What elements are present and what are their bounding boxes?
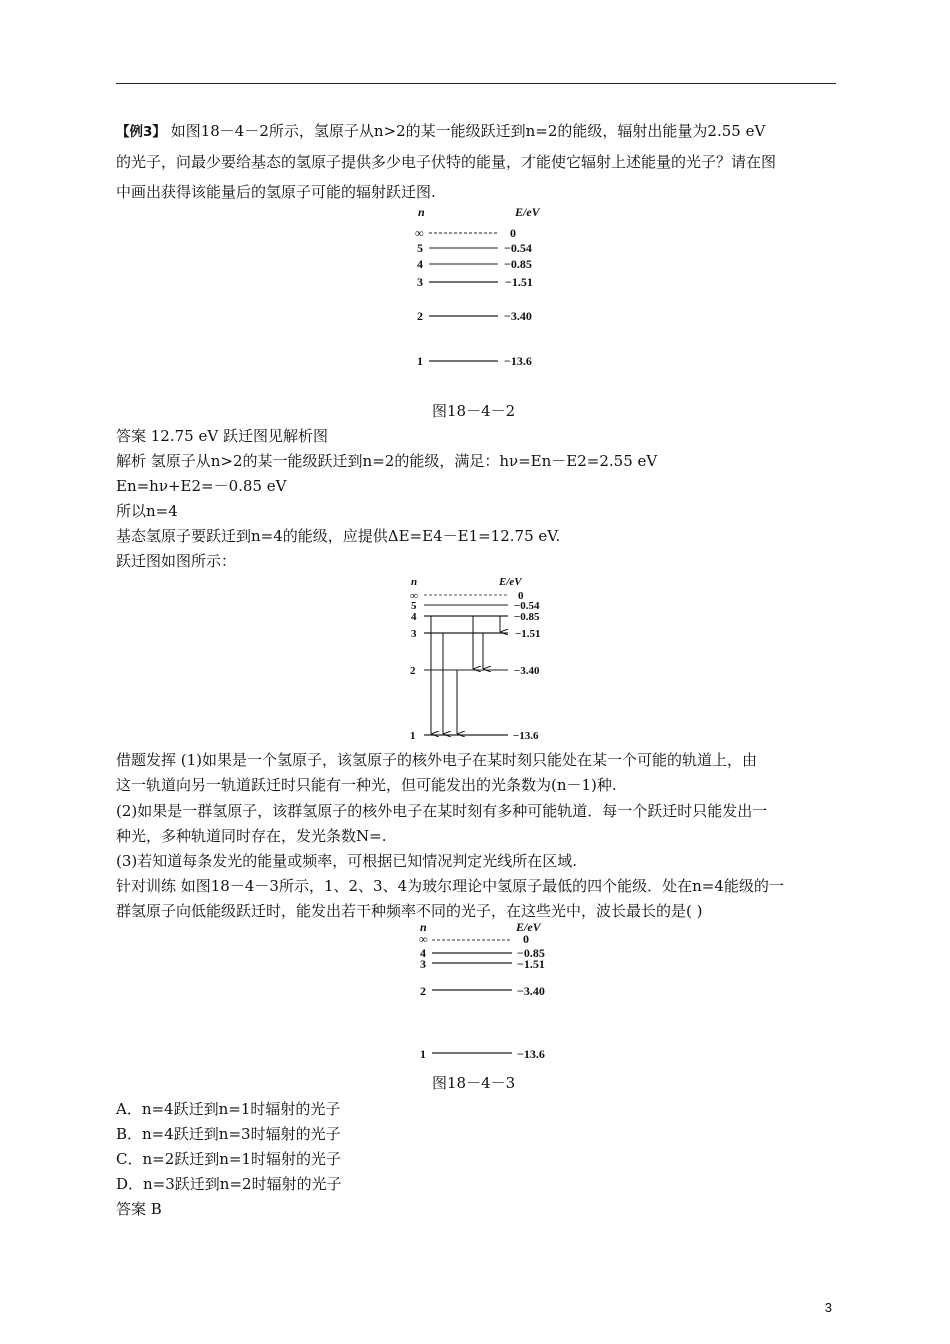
example3-line-3: 中画出获得该能量后的氢原子可能的辐射跃迁图. — [116, 183, 436, 201]
fig3-e-axis: E/eV — [516, 920, 541, 934]
fig3-level-3-e: −1.51 — [517, 957, 545, 971]
fig3-level-2-n: 2 — [420, 984, 426, 998]
energy-level-figure-3 — [410, 917, 570, 1065]
fig3-level-inf-n: ∞ — [419, 932, 428, 946]
fig3-level-1-e: −13.6 — [517, 1047, 545, 1061]
fig1-level-1-n: 1 — [417, 354, 423, 368]
fig1-level-4-e: −0.85 — [504, 257, 532, 271]
fig1-level-3-e: −1.51 — [505, 275, 533, 289]
example3-label: 【例3】 — [116, 124, 166, 140]
analysis-line-2: En=hν+E2=－0.85 eV — [116, 477, 287, 495]
option-c: C．n=2跃迁到n=1时辐射的光子 — [116, 1150, 342, 1168]
analysis-line-1: 解析 氢原子从n>2的某一能级跃迁到n=2的能级，满足：hν=En－E2=2.55 eV — [116, 452, 658, 470]
example3-line-1: 【例3】 如图18－4－2所示，氢原子从n>2的某一能级跃迁到n=2的能级，辐射出能量为2.55 eV — [116, 122, 766, 140]
fig3-level-4-e: −0.85 — [517, 946, 545, 960]
tips-line-2: 这一轨道向另一轨道跃迁时只能有一种光，但可能发出的光条数为(n－1)种. — [116, 776, 617, 794]
fig2-level-2-n: 2 — [410, 665, 416, 677]
fig2-level-1-n: 1 — [410, 730, 416, 742]
fig3-caption: 图18－4－3 — [432, 1074, 516, 1092]
fig2-level-5-e: −0.54 — [514, 600, 540, 612]
fig1-level-5-n: 5 — [417, 241, 423, 255]
fig2-level-1-e: −13.6 — [513, 730, 539, 742]
training-line-1: 针对训练 如图18－4－3所示，1、2、3、4为玻尔理论中氢原子最低的四个能级．处在n=4能级的一 — [116, 877, 784, 895]
example3-line-2: 的光子，问最少要给基态的氢原子提供多少电子伏特的能量，才能使它辐射上述能量的光子？请在图 — [116, 153, 777, 171]
analysis-line-3: 所以n=4 — [116, 502, 178, 520]
fig1-e-axis: E/eV — [515, 205, 540, 219]
fig3-n-axis: n — [420, 920, 427, 934]
transition-diagram — [396, 573, 566, 745]
header-rule — [116, 83, 836, 84]
fig1-caption: 图18－4－2 — [432, 402, 516, 420]
fig1-n-axis: n — [418, 205, 425, 219]
fig2-level-3-n: 3 — [411, 628, 417, 640]
tips-line-1: 借题发挥 (1)如果是一个氢原子，该氢原子的核外电子在某时刻只能处在某一个可能的轨道上，由 — [116, 751, 758, 769]
fig2-level-inf-n: ∞ — [410, 590, 418, 602]
fig1-level-5-e: −0.54 — [504, 241, 532, 255]
fig2-level-5-n: 5 — [411, 600, 417, 612]
fig1-level-2-e: −3.40 — [504, 309, 532, 323]
fig3-level-inf-e: 0 — [523, 932, 529, 946]
fig3-level-3-n: 3 — [420, 957, 426, 971]
fig3-level-1-n: 1 — [420, 1047, 426, 1061]
fig2-n-axis: n — [411, 576, 418, 588]
option-a: A．n=4跃迁到n=1时辐射的光子 — [116, 1100, 341, 1118]
fig1-level-1-e: −13.6 — [504, 354, 532, 368]
fig2-level-inf-e: 0 — [518, 590, 524, 602]
analysis-line-4: 基态氢原子要跃迁到n=4的能级，应提供ΔE=E4－E1=12.75 eV. — [116, 527, 561, 545]
training-line-2: 群氢原子向低能级跃迁时，能发出若干种频率不同的光子，在这些光中，波长最长的是( ) — [116, 902, 703, 920]
answer-2: 答案 B — [116, 1200, 162, 1218]
option-d: D．n=3跃迁到n=2时辐射的光子 — [116, 1175, 342, 1193]
fig2-level-3-e: −1.51 — [515, 628, 541, 640]
fig3-level-4-n: 4 — [420, 946, 426, 960]
fig3-level-2-e: −3.40 — [517, 984, 545, 998]
fig2-level-4-n: 4 — [411, 611, 417, 623]
fig1-level-inf-e: 0 — [510, 226, 516, 240]
fig1-level-inf-n: ∞ — [415, 226, 424, 240]
answer-1: 答案 12.75 eV 跃迁图见解析图 — [116, 427, 328, 445]
tips-line-3: (2)如果是一群氢原子，该群氢原子的核外电子在某时刻有多种可能轨道．每一个跃迁时只能发出一 — [116, 802, 768, 820]
analysis-line-5: 跃迁图如图所示： — [116, 552, 237, 570]
tips-line-4: 种光，多种轨道同时存在，发光条数N=. — [116, 827, 387, 845]
fig2-e-axis: E/eV — [499, 576, 522, 588]
tips-line-5: (3)若知道每条发光的能量或频率，可根据已知情况判定光线所在区域. — [116, 852, 578, 870]
fig1-level-3-n: 3 — [417, 275, 423, 289]
option-b: B．n=4跃迁到n=3时辐射的光子 — [116, 1125, 341, 1143]
fig2-level-2-e: −3.40 — [514, 665, 540, 677]
page-number: 3 — [824, 1300, 832, 1315]
fig1-level-4-n: 4 — [417, 257, 423, 271]
fig1-level-2-n: 2 — [417, 309, 423, 323]
energy-level-figure-1 — [410, 200, 560, 375]
fig2-level-4-e: −0.85 — [514, 611, 540, 623]
